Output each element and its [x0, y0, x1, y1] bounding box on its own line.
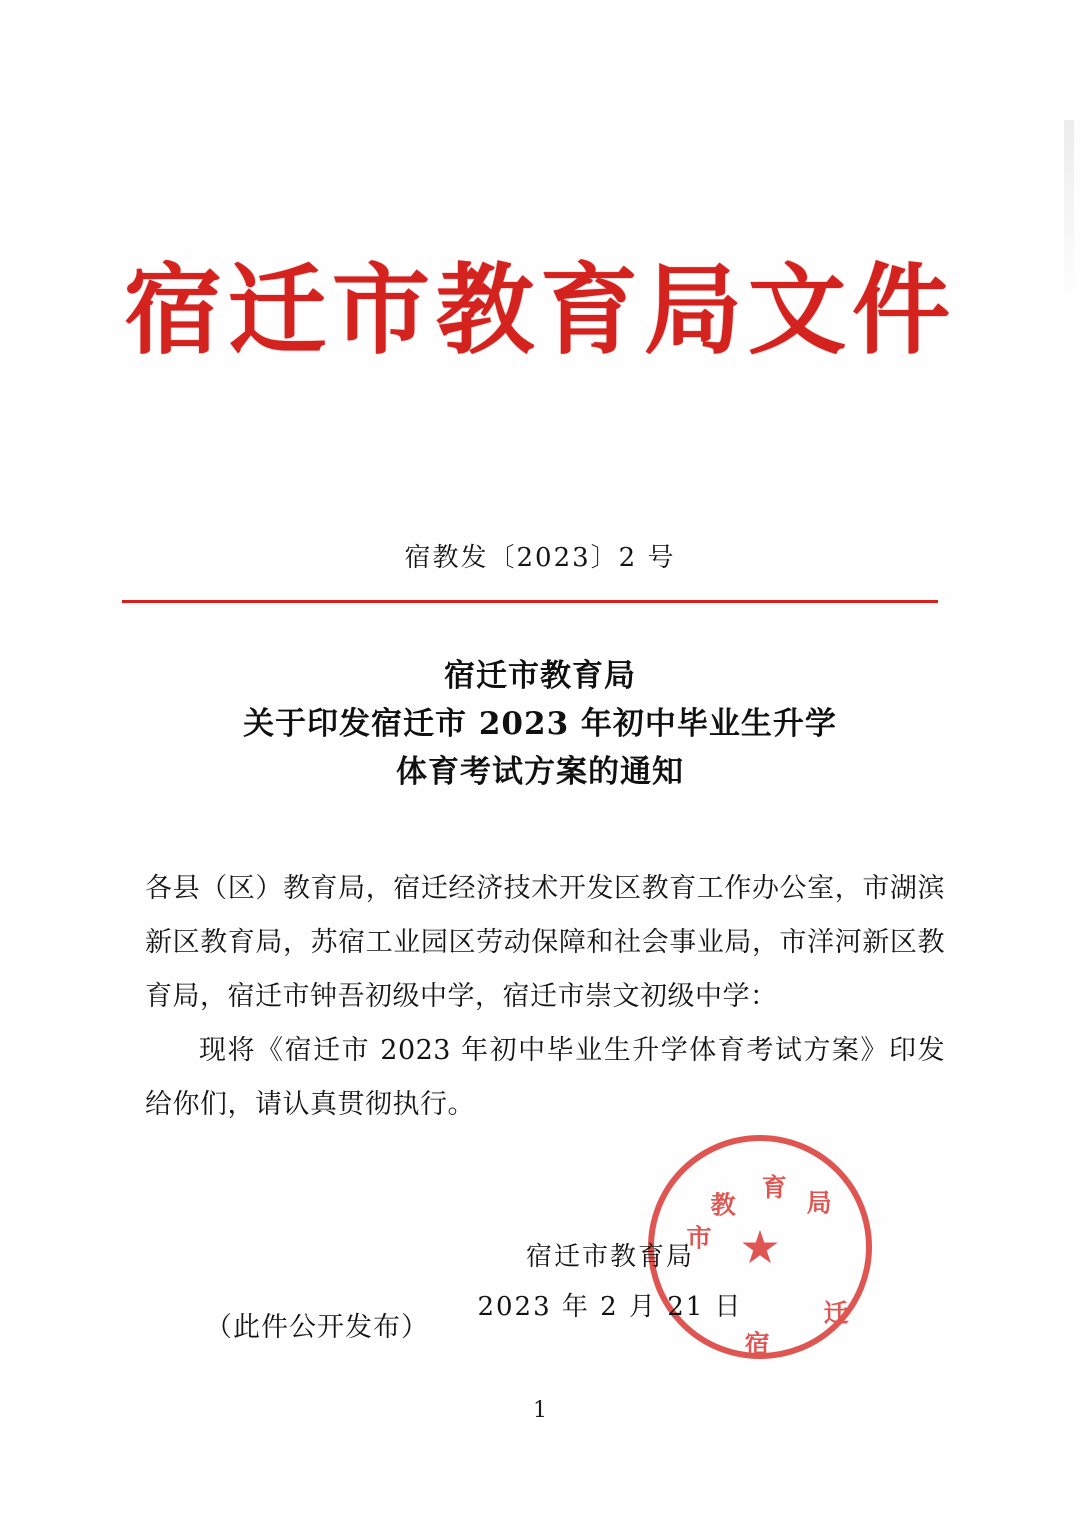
title-line-1: 宿迁市教育局 — [444, 658, 636, 694]
seal-char-6: 宿 — [744, 1329, 770, 1359]
masthead-title: 宿迁市教育局文件 — [123, 253, 956, 368]
document-title-block — [0, 652, 1080, 796]
red-divider-rule — [122, 600, 938, 603]
signature-block — [0, 1232, 1080, 1332]
body-paragraph-main: 现将《宿迁市 2023 年初中毕业生升学体育考试方案》印发给你们，请认真贯彻执行。 — [145, 1035, 945, 1120]
title-line-3: 体育考试方案的通知 — [396, 754, 684, 790]
document-body — [145, 862, 945, 1132]
signature-issuer: 宿迁市教育局 — [525, 1242, 694, 1272]
seal-star-icon: ★ — [739, 1220, 781, 1274]
seal-char-1: 市 — [686, 1223, 712, 1253]
title-line-2: 关于印发宿迁市 2023 年初中毕业生升学 — [243, 706, 837, 742]
page-number: 1 — [533, 1398, 547, 1423]
seal-char-2: 教 — [710, 1190, 736, 1220]
body-paragraph-recipients: 各县（区）教育局，宿迁经济技术开发区教育工作办公室，市湖滨新区教育局，苏宿工业园区劳动保障和社会事业局，市洋河新区教育局，宿迁市钟吾初级中学，宿迁市崇文初级中学： — [145, 873, 945, 1012]
signature-date: 2023 年 2 月 21 日 — [477, 1292, 743, 1322]
public-release-note: （此件公开发布） — [205, 1312, 429, 1343]
seal-char-4: 局 — [806, 1188, 832, 1218]
document-number: 宿教发〔2023〕2 号 — [404, 543, 676, 573]
seal-char-3: 育 — [761, 1173, 787, 1203]
seal-char-5: 迁 — [823, 1298, 849, 1328]
